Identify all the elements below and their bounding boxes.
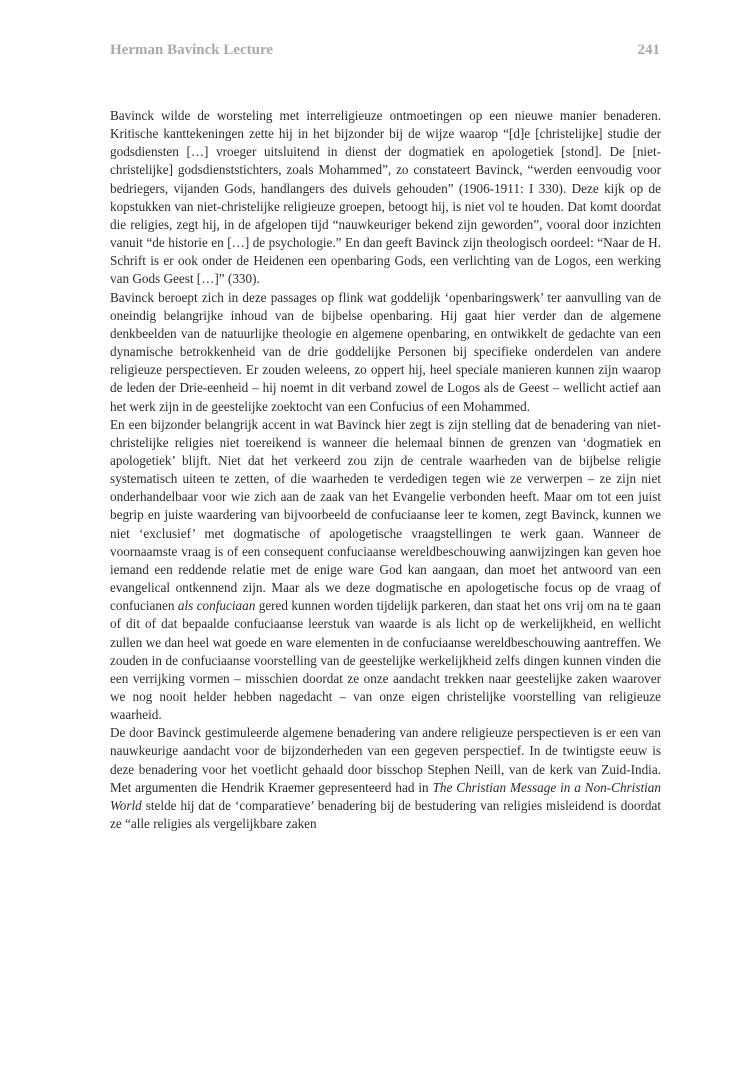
paragraph-1: Bavinck wilde de worsteling met interreligieuze ontmoetingen op een nieuwe manier benaderen. Kritische kanttekeningen zette hij in het bijzonder bij de wijze waarop “[d]e [christelijke] studie der godsdiensten […] vroeger uitsluitend in dienst der dogmatiek en apologetiek [stond]. De [niet-christelijke] godsdienststichters, zoals Mohammed”, zo constateert Bavinck, “werden eenvoudig voor bedriegers, vijanden Gods, handlangers des duivels gehouden” (1906-1911: I 330). Deze kijk op de kopstukken van niet-christelijke religieuze groepen, betoogt hij, is niet vol te houden. Dat komt doordat die religies, zegt hij, in de afgelopen tijd “nauwkeuriger bekend zijn geworden”, vooral door inzichten vanuit “de historie en […] de psychologie.” En dan geeft Bavinck zijn theologisch oordeel: “Naar de H. Schrift is er ook onder de Heidenen een openbaring Gods, een verlichting van de Logos, een werking van Gods Geest […]” (330). — [110, 108, 661, 287]
paragraph-3-text-before: En een bijzonder belangrijk accent in wat Bavinck hier zegt is zijn stelling dat de benadering van niet-christelijke religies niet toereikend is wanneer die helemaal binnen de grenzen van ‘dogmatiek en apologetiek’ blijft. Niet dat het verkeerd zou zijn de centrale waarheden van de bijbelse religie systematisch uiteen te zetten, of die waarheden te verdedigen tegen wie ze verwerpen – ze zijn niet onderhandelbaar voor wie zich aan de zaak van het Evangelie verbonden heeft. Maar om tot een juist begrip en juiste waardering van bijvoorbeeld de confuciaanse leer te komen, zegt Bavinck, kunnen we niet ‘exclusief’ met dogmatische of apologetische vraagstellingen te werk gaan. Wanneer de voornaamste vraag is of een consequent confuciaanse wereldbeschouwing aanwijzingen kan geven hoe iemand een reddende relatie met de enige ware God kan aangaan, dan moet het antwoord van een evangelical ontkennend zijn. Maar als we deze dogmatische en apologetische focus op de vraag of confucianen — [110, 416, 661, 614]
paragraph-2: Bavinck beroept zich in deze passages op flink wat goddelijk ‘openbaringswerk’ ter aanvulling van de oneindig belangrijke inhoud van de bijbelse openbaring. Hij gaat hier verder dan de algemene denkbeelden van de natuurlijke theologie en algemene openbaring, en ontwikkelt de gedachte van een dynamische betrokkenheid van de drie goddelijke Personen bij specifieke onderdelen van andere religieuze perspectieven. Er zouden weleens, zo oppert hij, heel speciale manieren kunnen zijn waarop de leden der Drie-eenheid – hij noemt in dit verband zowel de Logos als de Geest – wellicht actief aan het werk zijn in de geestelijke zoektocht van een Confucius of een Mohammed. — [110, 289, 661, 414]
paragraph-4-text-after: stelde hij dat de ‘comparatieve’ benadering bij de bestudering van religies misleidend is doordat ze “alle religies als vergelijkbare zaken — [110, 797, 661, 832]
running-header — [110, 42, 660, 59]
paragraph-3-emphasis: als confuciaan — [177, 598, 256, 614]
paragraph-3-text-after: gered kunnen worden tijdelijk parkeren, dan staat het ons vrij om na te gaan of dit of dat bepaalde confuciaanse leerstuk van waarde is als licht op de werkelijkheid, en wellicht zullen we dan heel wat goede en ware elementen in de confuciaanse wereldbeschouwing aantreffen. We zouden in de confuciaanse voorstelling van de geestelijke werkelijkheid zelfs dingen kunnen vinden die een verrijking vormen – misschien doordat ze onze aandacht trekken naar geestelijke zaken waarover we nog nooit helder hebben nagedacht – van onze eigen christelijke voorstelling van religieuze waarheid. — [110, 598, 662, 723]
paragraph-4 — [110, 724, 661, 833]
running-title: Herman Bavinck Lecture — [110, 42, 274, 58]
page-number: 241 — [637, 42, 660, 58]
body-text — [110, 107, 661, 833]
book-title: The Christian Message in a Non-Christian World — [110, 779, 661, 813]
paragraph-4-text-before: De door Bavinck gestimuleerde algemene benadering van andere religieuze perspectieven is er een van nauwkeurige aandacht voor de bijzonderheden van een gegeven perspectief. In de twintigste eeuw is deze benadering voor het voetlicht gehaald door bisschop Stephen Neill, van de kerk van Zuid-India. Met argumenten die Hendrik Kraemer gepresenteerd had in — [110, 725, 661, 795]
paragraph-3 — [110, 416, 661, 725]
